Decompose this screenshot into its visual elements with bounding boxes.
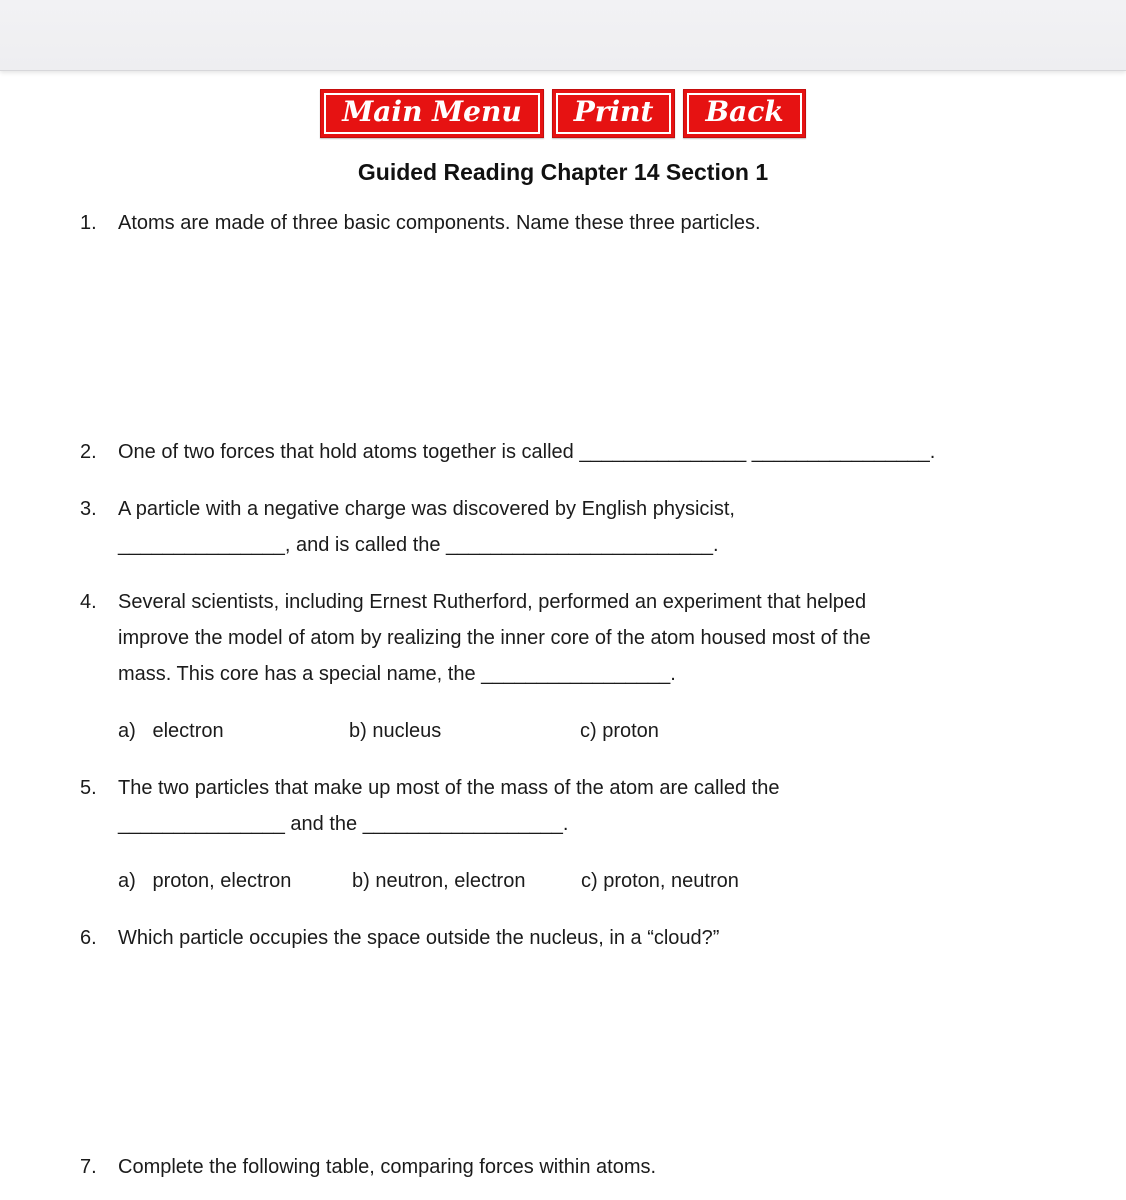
nav-button-label: Main Menu <box>324 93 539 134</box>
question-number: 6. <box>80 927 97 949</box>
question-7 <box>80 1149 1086 1185</box>
question-body <box>118 434 1086 470</box>
answer-options <box>118 713 1086 749</box>
nav-button-print[interactable] <box>552 89 676 138</box>
answer-options <box>118 863 1086 899</box>
question-text-line: _______________ and the __________________. <box>118 813 569 835</box>
question-number: 1. <box>80 212 97 234</box>
question-5 <box>80 770 1086 899</box>
question-number: 7. <box>80 1156 97 1178</box>
answer-option: a) electron <box>118 720 224 742</box>
question-body <box>118 770 1086 899</box>
question-body <box>118 491 1086 563</box>
nav-button-back[interactable] <box>683 89 805 138</box>
question-1 <box>80 205 1086 241</box>
question-text-line: The two particles that make up most of the mass of the atom are called the <box>118 777 780 799</box>
question-text-line: Atoms are made of three basic components. Name these three particles. <box>118 212 761 234</box>
nav-button-main-menu[interactable] <box>320 89 543 138</box>
question-text-line: Complete the following table, comparing forces within atoms. <box>118 1156 657 1178</box>
question-3 <box>80 491 1086 563</box>
question-4 <box>80 584 1086 749</box>
question-text-line: mass. This core has a special name, the _________________. <box>118 663 676 685</box>
question-6 <box>80 920 1086 956</box>
question-number: 2. <box>80 441 97 463</box>
window-top-bar <box>0 0 1126 71</box>
answer-option: c) proton <box>580 720 659 742</box>
question-text-line: Which particle occupies the space outside the nucleus, in a “cloud?” <box>118 927 720 949</box>
question-number: 4. <box>80 591 97 613</box>
question-text-line: improve the model of atom by realizing the inner core of the atom housed most of the <box>118 627 871 649</box>
page-title: Guided Reading Chapter 14 Section 1 <box>357 159 769 185</box>
answer-option: a) proton, electron <box>118 870 292 892</box>
question-body <box>118 584 1086 749</box>
navigation-toolbar <box>0 89 1126 138</box>
answer-option: b) neutron, electron <box>352 870 526 892</box>
question-text-line: One of two forces that hold atoms together is called _______________ ________________. <box>118 441 936 463</box>
question-body <box>118 1149 1086 1185</box>
question-number: 5. <box>80 777 97 799</box>
nav-button-label: Print <box>556 93 672 134</box>
question-2 <box>80 434 1086 470</box>
question-number: 3. <box>80 498 97 520</box>
nav-button-label: Back <box>687 93 801 134</box>
question-text-line: A particle with a negative charge was discovered by English physicist, <box>118 498 735 520</box>
worksheet-content <box>0 205 1126 1185</box>
answer-option: c) proton, neutron <box>581 870 739 892</box>
question-text-line: _______________, and is called the ________________________. <box>118 534 719 556</box>
question-body <box>118 920 1086 956</box>
question-text-line: Several scientists, including Ernest Rutherford, performed an experiment that helped <box>118 591 867 613</box>
answer-option: b) nucleus <box>349 720 442 742</box>
question-body <box>118 205 1086 241</box>
